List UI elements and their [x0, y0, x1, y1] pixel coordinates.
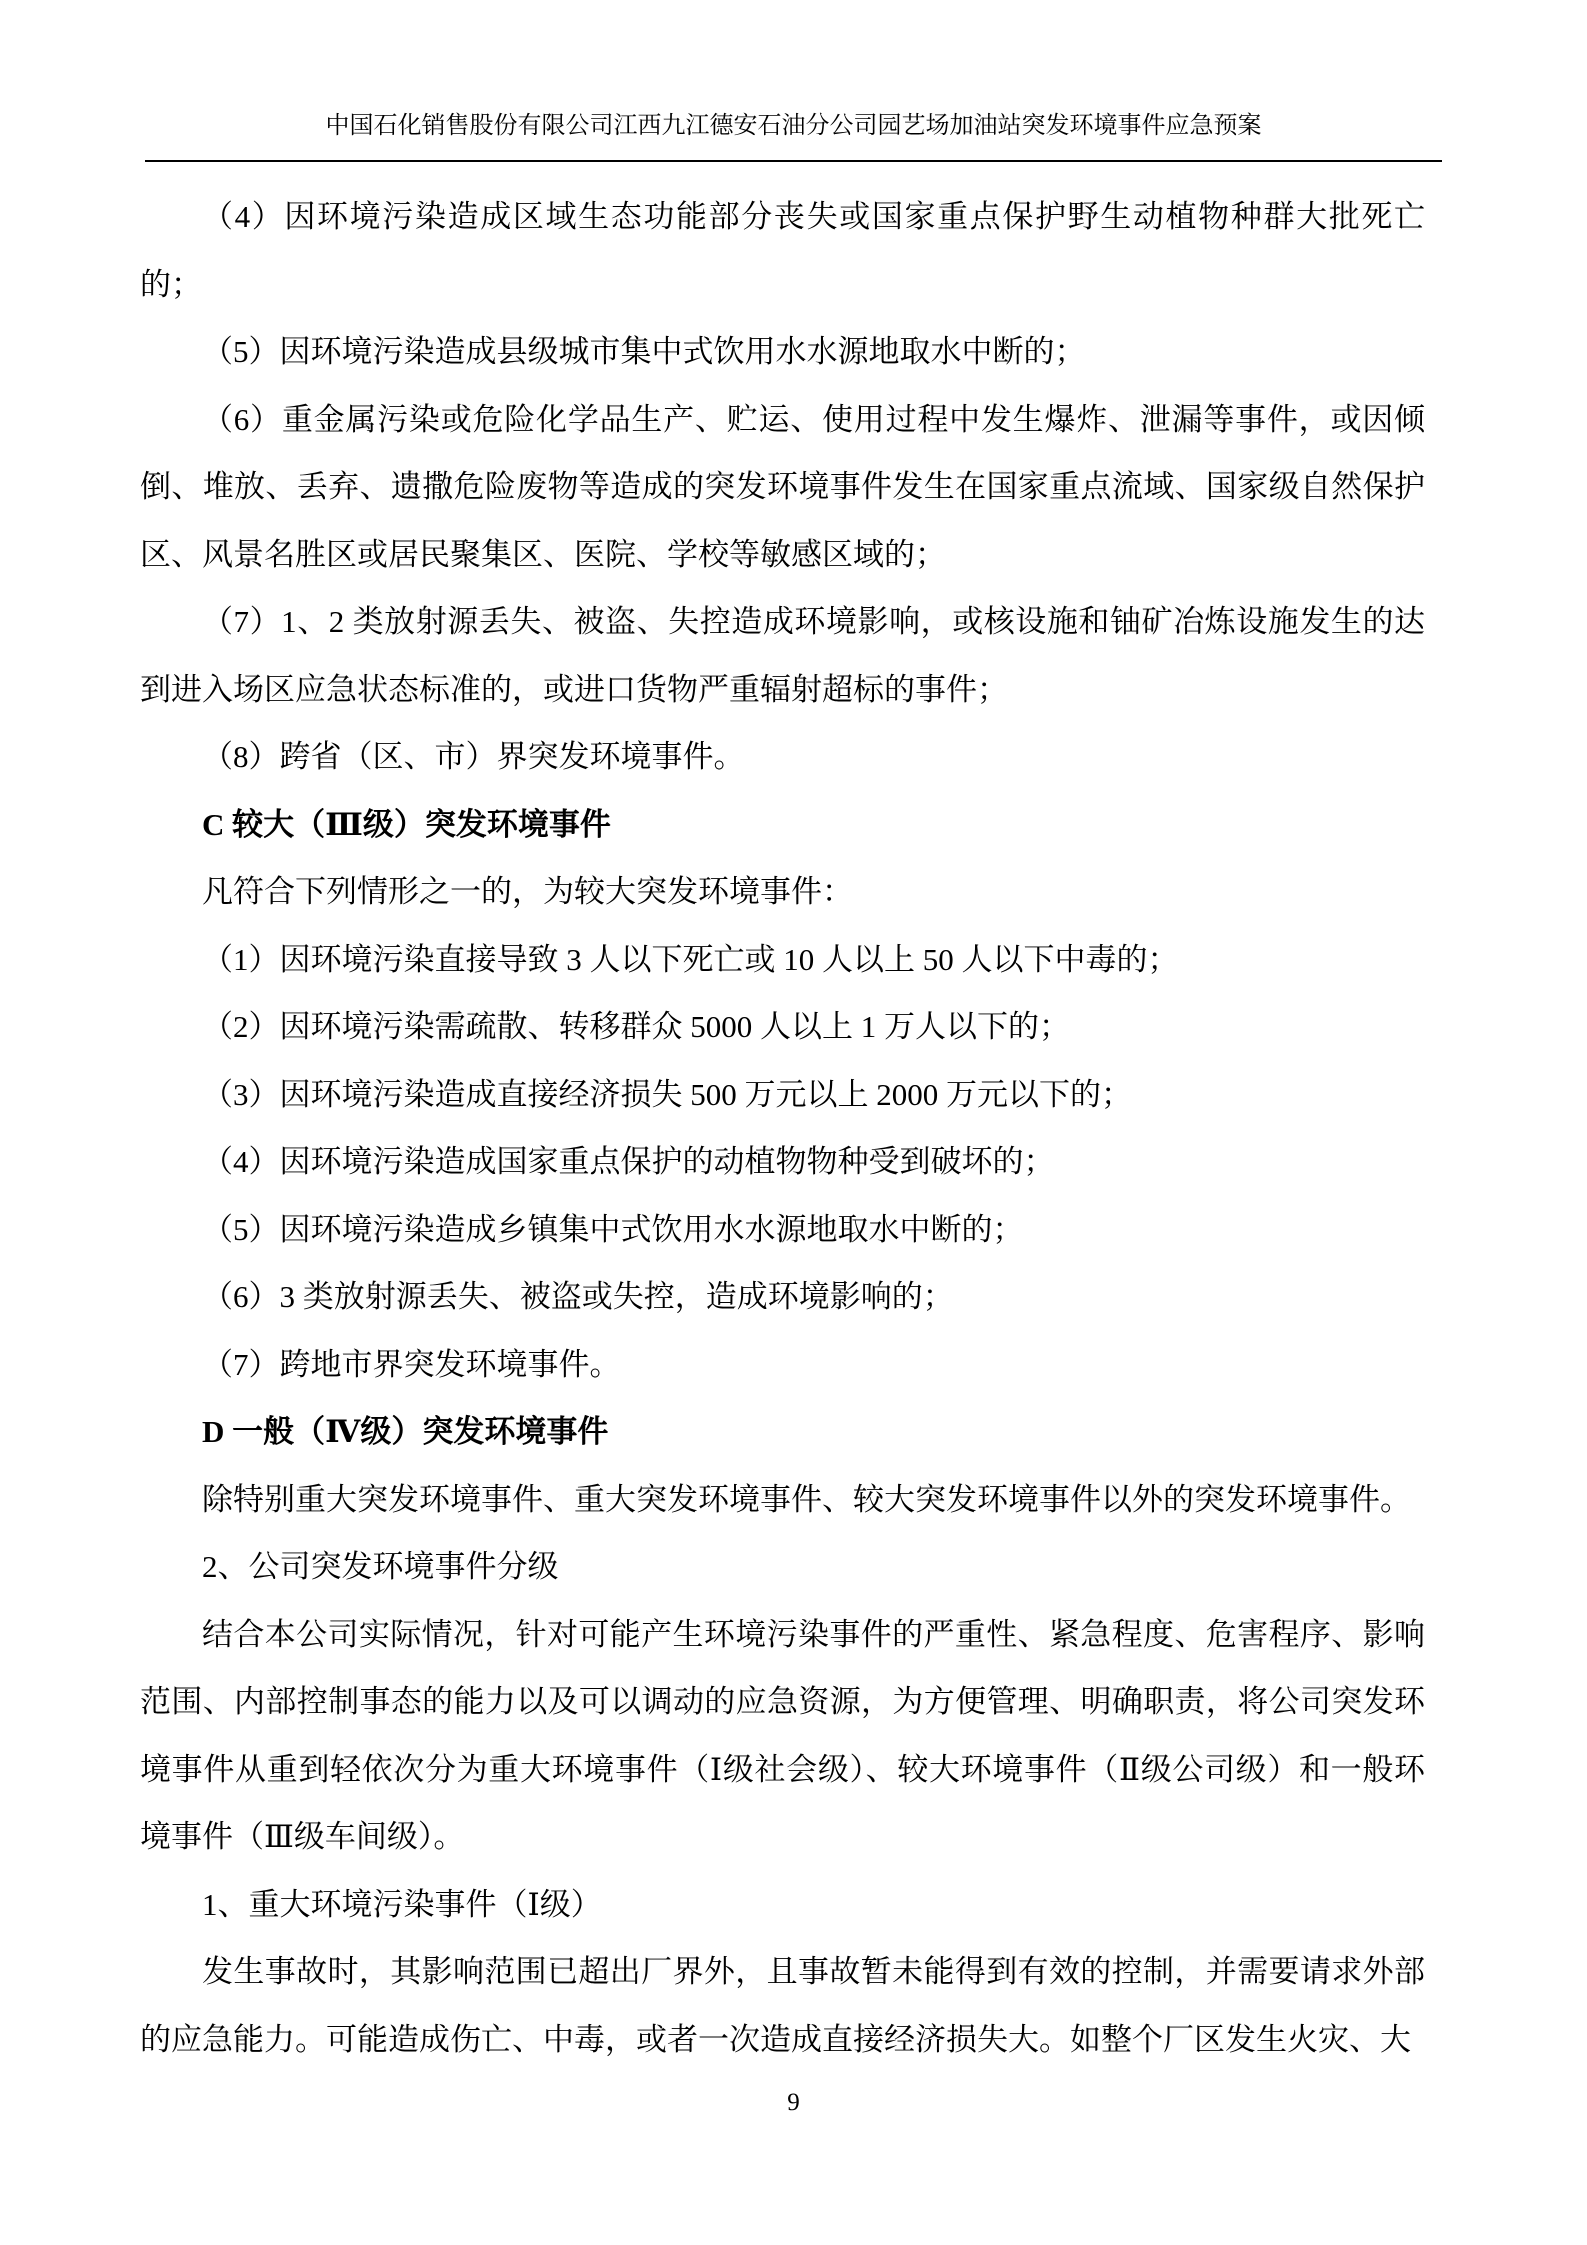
paragraph: （5）因环境污染造成乡镇集中式饮用水水源地取水中断的； [202, 1211, 1024, 1247]
paragraph: （5）因环境污染造成县级城市集中式饮用水水源地取水中断的； [202, 334, 1086, 369]
section-heading-level-3-events: C 较大（Ⅲ级）突发环境事件 [202, 806, 611, 842]
page-number: 9 [787, 2089, 800, 2116]
paragraph: （7）跨地市界突发环境事件。 [202, 1346, 621, 1382]
paragraph: 发生事故时，其影响范围已超出厂界外，且事故暂未能得到有效的控制，并需要请求外部的应急能力。可能造成伤亡、中毒，或者一次造成直接经济损失大。如整个厂区发生火灾、大 [140, 1954, 1425, 2057]
paragraph: 1、重大环境污染事件（Ⅰ级） [202, 1886, 602, 1922]
document-body [140, 183, 1425, 2073]
paragraph: 除特别重大突发环境事件、重大突发环境事件、较大突发环境事件以外的突发环境事件。 [202, 1481, 1411, 1517]
document-header-title: 中国石化销售股份有限公司江西九江德安石油分公司园艺场加油站突发环境事件应急预案 [145, 112, 1442, 162]
paragraph: （4）因环境污染造成国家重点保护的动植物物种受到破坏的； [202, 1144, 1055, 1179]
paragraph: （6）3 类放射源丢失、被盗或失控，造成环境影响的； [202, 1279, 954, 1314]
paragraph: 凡符合下列情形之一的，为较大突发环境事件： [202, 874, 853, 909]
paragraph: 2、公司突发环境事件分级 [202, 1549, 559, 1584]
paragraph: （2）因环境污染需疏散、转移群众 5000 人以上 1 万人以下的； [202, 1009, 1070, 1044]
paragraph: 结合本公司实际情况，针对可能产生环境污染事件的严重性、紧急程度、危害程序、影响范围、内部控制事态的能力以及可以调动的应急资源，为方便管理、明确职责，将公司突发环境事件从重到轻依次分为重大环境事件（Ⅰ级社会级）、较大环境事件（Ⅱ级公司级）和一般环境事件（Ⅲ级车间级）。 [140, 1616, 1425, 1854]
paragraph: （6）重金属污染或危险化学品生产、贮运、使用过程中发生爆炸、泄漏等事件，或因倾倒、堆放、丢弃、遗撒危险废物等造成的突发环境事件发生在国家重点流域、国家级自然保护区、风景名胜区或居民聚集区、医院、学校等敏感区域的； [140, 401, 1425, 572]
section-heading-level-4-events: D 一般（Ⅳ级）突发环境事件 [202, 1414, 609, 1449]
paragraph: （7）1、2 类放射源丢失、被盗、失控造成环境影响，或核设施和铀矿冶炼设施发生的达到进入场区应急状态标准的，或进口货物严重辐射超标的事件； [140, 604, 1425, 707]
paragraph: （3）因环境污染造成直接经济损失 500 万元以上 2000 万元以下的； [202, 1076, 1132, 1112]
paragraph: （4）因环境污染造成区域生态功能部分丧失或国家重点保护野生动植物种群大批死亡的； [140, 199, 1425, 302]
paragraph: （8）跨省（区、市）界突发环境事件。 [202, 739, 745, 774]
paragraph: （1）因环境污染直接导致 3 人以下死亡或 10 人以上 50 人以下中毒的； [202, 941, 1179, 977]
